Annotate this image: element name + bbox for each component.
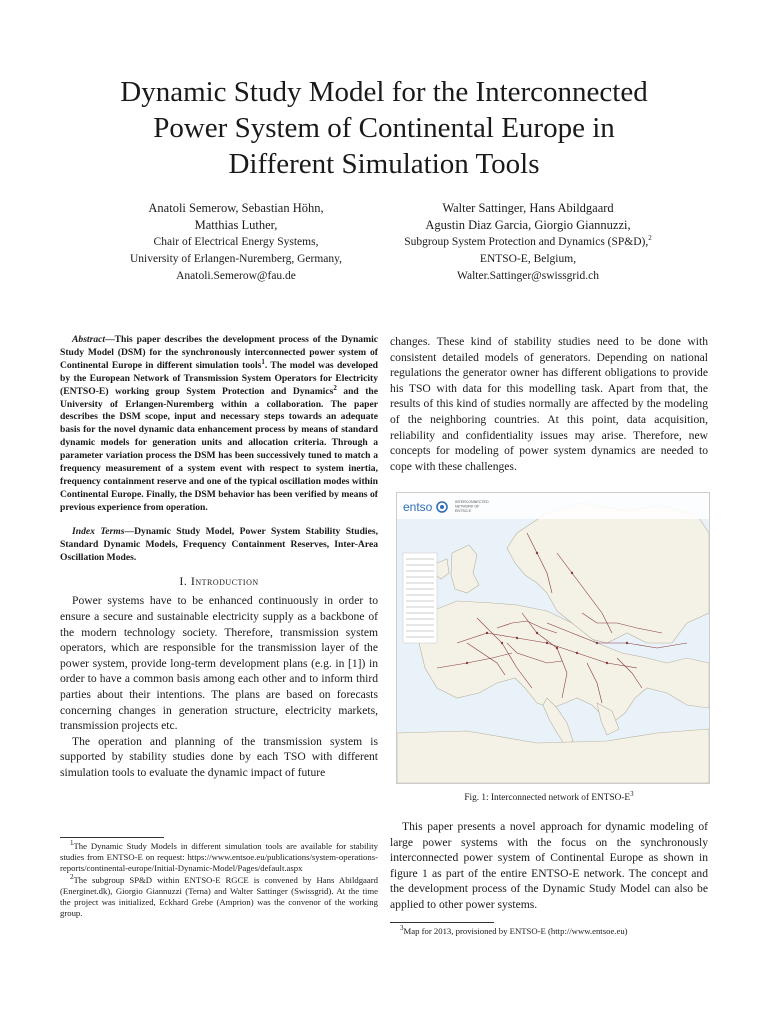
- right-column-bottom: [390, 819, 708, 913]
- author-block-right: [372, 200, 684, 285]
- footnote-mark: 2: [70, 872, 74, 881]
- footnote: [60, 872, 378, 920]
- title-line: Different Simulation Tools: [228, 148, 540, 180]
- map-node: [626, 642, 628, 644]
- footnote-right: [390, 926, 708, 937]
- footnote-rule: [60, 837, 164, 838]
- author-email: Anatoli.Semerow@fau.de: [176, 270, 296, 282]
- body-paragraph: The operation and planning of the transmission system is supported by stability studies done by each TSO with different simulation tools to evaluate the dynamic impact of future: [60, 734, 378, 779]
- body-paragraph: Power systems have to be enhanced continuously in order to ensure a secure and sustainable electricity supply as a backbone of the modern technology society. Therefore, transmission system operators, which are responsible for the transmission layer of the power system, provide long-term development plans (e.g. in [1]) in order to have a common basis among each other and to inform third parties about their intentions. The plans are based on forecasts concerning changes in generation structure, electricity markets, transmission projects etc.: [60, 594, 378, 733]
- logo-subtitle: ENTSO-E: [455, 509, 471, 513]
- abstract-text: . The model was developed by the European Network of Transmission System Operators for Electricity (ENTSO-E) working group System Protection and Dynamics: [60, 359, 378, 397]
- map-node: [606, 662, 608, 664]
- left-column: [60, 334, 378, 781]
- footnote: [60, 841, 378, 875]
- author-names: Anatoli Semerow, Sebastian Höhn,: [148, 201, 324, 215]
- footnote-mark: 1: [261, 357, 265, 366]
- map-legend-table: [403, 553, 437, 643]
- author-affiliation: Chair of Electrical Energy Systems,: [153, 236, 319, 248]
- map-node: [501, 642, 503, 644]
- footnotes-left: [60, 841, 378, 919]
- map-node: [596, 642, 598, 644]
- affiliation-text: Subgroup System Protection and Dynamics (SP&D),: [404, 236, 649, 248]
- footnote-text: The Dynamic Study Models in different simulation tools are available for stability studies from ENTSO-E on request: https://www.entsoe.eu/publications/system-operations-reports/continental-europe/Initial-Dynamic-Model/Pages/default.aspx: [60, 841, 378, 874]
- right-column: [390, 334, 708, 474]
- map-node: [556, 647, 558, 649]
- title-line: Dynamic Study Model for the Interconnected: [120, 76, 648, 108]
- figure-map: [396, 492, 710, 784]
- abstract-text: —This paper describes the development process of the Dynamic Study Model (DSM) for the synchronously interconnected power system of Continental Europe in different simulation tools: [60, 334, 378, 371]
- index-terms: [60, 526, 378, 565]
- map-node: [571, 572, 573, 574]
- title-line: Power System of Continental Europe in: [153, 112, 615, 144]
- footnote-text: Map for 2013, provisioned by ENTSO-E (http://www.entsoe.eu): [403, 926, 628, 936]
- author-affiliation: University of Erlangen-Nuremberg, Germany,: [129, 253, 343, 265]
- caption-text: Fig. 1: Interconnected network of ENTSO-E: [464, 793, 631, 803]
- footnote-mark: 1: [70, 839, 74, 848]
- index-terms-text: —Dynamic Study Model, Power System Stability Studies, Standard Dynamic Models, Frequency Containment Reserves, Inter-Area Oscillation Modes.: [60, 525, 378, 563]
- abstract-label: Abstract: [72, 334, 106, 345]
- body-paragraph: This paper presents a novel approach for dynamic modeling of large power systems with the focus on the synchronously interconnected power system of Continental Europe as shown in figure 1 as part of the entire ENTSO-E network. The concept and the development process of the Dynamic Study Model can also be applied to other power systems.: [390, 820, 708, 911]
- paper-title: [60, 74, 708, 182]
- map-node: [516, 637, 518, 639]
- author-names: Walter Sattinger, Hans Abildgaard: [442, 201, 614, 215]
- author-names: Matthias Luther,: [194, 218, 278, 232]
- map-node: [546, 642, 548, 644]
- footnote-text: The subgroup SP&D within ENTSO-E RGCE is convened by Hans Abildgaard (Energinet.dk), Giorgio Giannuzzi (Terna) and Walter Sattinger (Swissgrid). At the time the project was initialized, Eckhard Grebe (Amprion) was the convenor of the working group.: [60, 874, 378, 919]
- author-affiliation: ENTSO-E, Belgium,: [479, 253, 577, 265]
- body-paragraph: changes. These kind of stability studies need to be done with consistent detailed models of generators. Depending on national regulations the generator owner has different obligations to provide his TSO with data for this modelling task. Apart from that, the results of this kind of studies normally are affected by the modeling of the neighboring countries. At this point, data acquisition, reliability and confidentiality issues may arise. Therefore, new concepts for modeling of power system dynamics are needed to cope with these challenges.: [390, 335, 708, 473]
- footnote-mark: 2: [648, 234, 652, 243]
- footnote-mark: 2: [333, 383, 337, 392]
- legend-box: [403, 553, 437, 643]
- figure-caption: [390, 789, 708, 804]
- index-terms-label: Index Terms: [72, 525, 125, 537]
- author-email: Walter.Sattinger@swissgrid.ch: [457, 270, 599, 282]
- footnote-rule: [390, 922, 494, 923]
- map-node: [466, 662, 468, 664]
- abstract-text: and the University of Erlangen-Nuremberg within a collaboration. The paper describes the DSM scope, input and necessary steps towards an adequate basis for the novel dynamic data enhancement process by means of standard dynamic models for generation units and allocation criteria. Through a parameter variation process the DSM has been successively tuned to match a frequency measurement of a system event with respect to system inertia, frequency containment reserve and one of the typical oscillation modes within Continental Europe. Finally, the DSM behavior has been verified by means of previous experience from operation.: [60, 385, 378, 513]
- logo-subtitle: INTERCONNECTED: [455, 500, 489, 504]
- europe-grid-map: [397, 493, 709, 783]
- section-number: I.: [179, 574, 188, 589]
- author-names: Agustin Diaz Garcia, Giorgio Giannuzzi,: [425, 218, 631, 232]
- logo-subtitle: NETWORK OF: [455, 504, 480, 509]
- entsoe-logo-icon-dot: [440, 505, 444, 509]
- map-node: [576, 652, 578, 654]
- map-node: [536, 632, 538, 634]
- entsoe-logo-text: entso: [403, 500, 433, 514]
- author-block-left: [80, 200, 392, 285]
- section-title: Introduction: [190, 574, 259, 589]
- footnote-mark: 3: [400, 924, 404, 933]
- map-node: [486, 632, 488, 634]
- map-node: [536, 552, 538, 554]
- map-header-band: [397, 493, 709, 519]
- section-heading: [60, 574, 378, 589]
- footnote-mark: 3: [630, 789, 634, 798]
- author-affiliation: [372, 234, 684, 251]
- abstract: [60, 334, 378, 515]
